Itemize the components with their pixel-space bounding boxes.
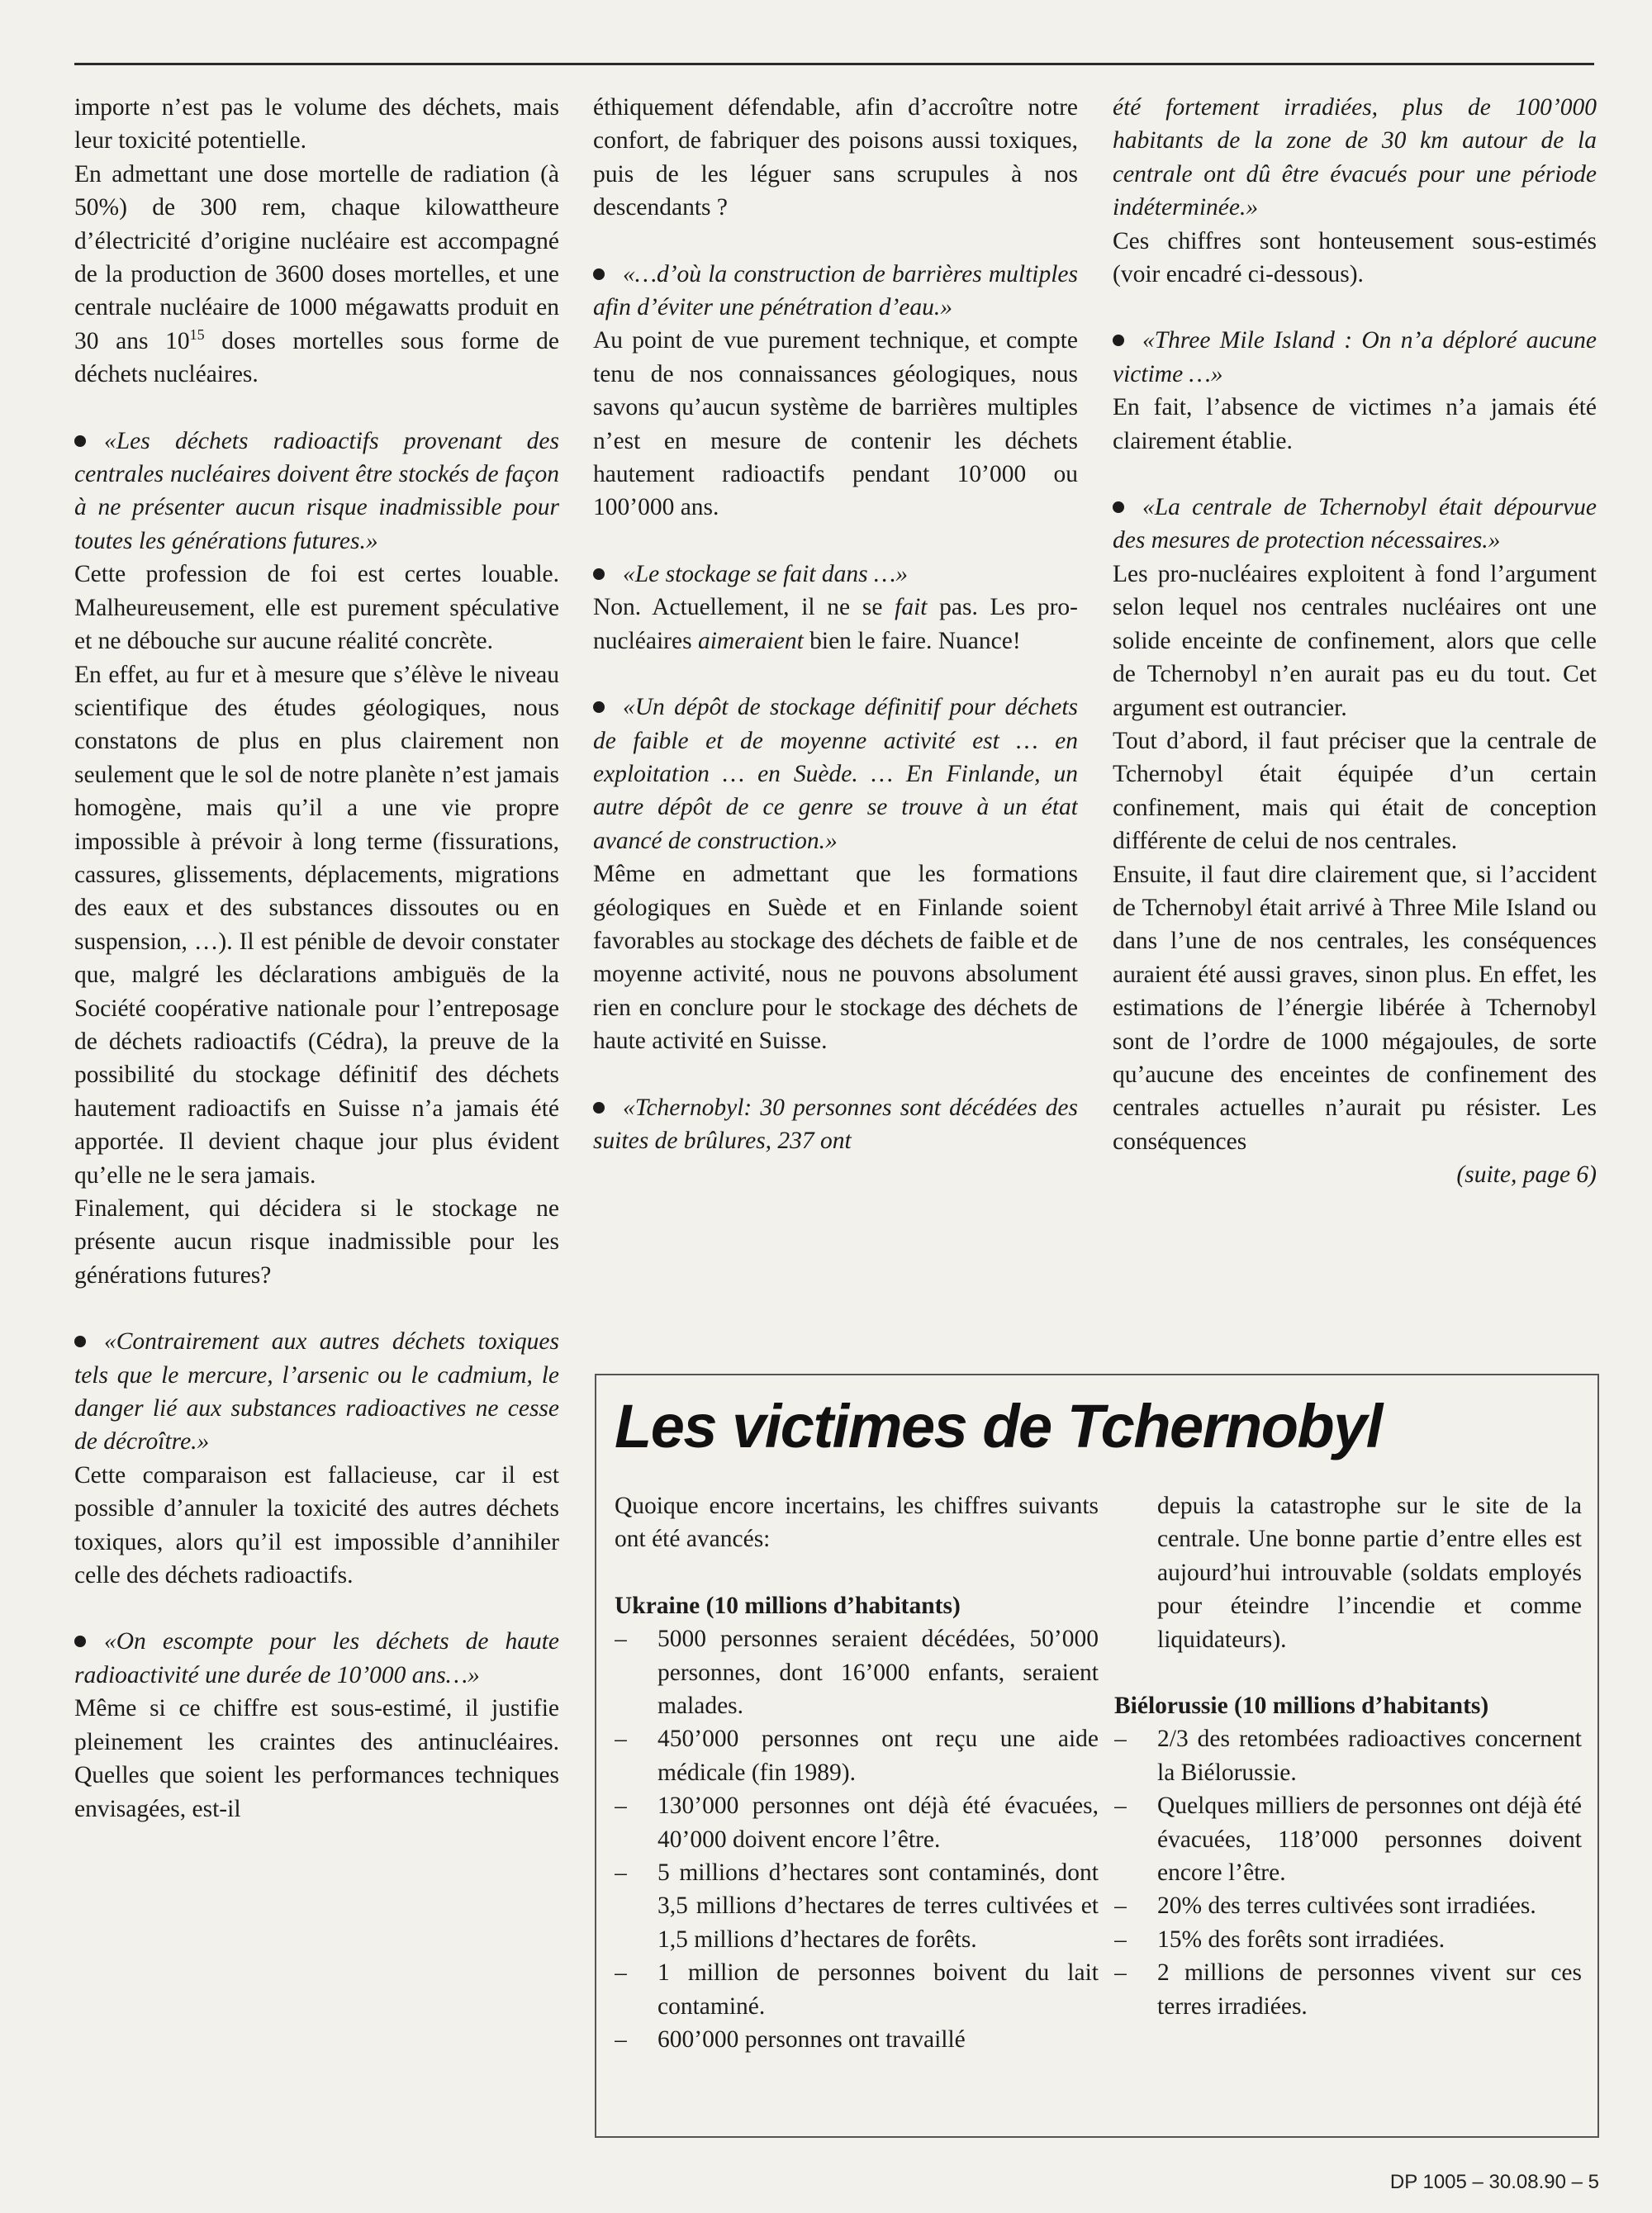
paragraph: Ces chiffres sont honteusement sous-estimés (voir encadré ci-dessous). (1113, 227, 1597, 288)
paragraph: Ensuite, il faut dire clairement que, si l’accident de Tchernobyl était arrivé à Three Mile Island ou dans l’une de nos centrales, les conséquences auraient été aussi graves, sinon plus. En effet, les estimations de l’énergie libérée à Tchernobyl sont de l’ordre de 1000 mégajoules, de sorte qu’aucune des enceintes de confinement des centrales actuelles n’aurait pu résister. Les conséquences (1113, 861, 1597, 1155)
superscript: 15 (189, 326, 205, 344)
quote: «On escompte pour les déchets de haute radioactivité une durée de 10’000 ans…» (74, 1628, 559, 1688)
bullet-icon (74, 1636, 86, 1647)
box-title: Les victimes de Tchernobyl (615, 1392, 1382, 1460)
paragraph: En fait, l’absence de victimes n’a jamais été clairement établie. (1113, 394, 1597, 454)
paragraph: Tout d’abord, il faut préciser que la centrale de Tchernobyl était équipée d’un certain confinement, mais qui était de conception différente de celui de nos centrales. (1113, 727, 1597, 855)
paragraph: Même si ce chiffre est sous-estimé, il justifie pleinement les craintes des antinucléaires. Quelles que soient les performances techniques envisagées, est-il (74, 1695, 559, 1822)
paragraph: Non. Actuellement, il ne se fait pas. Les pro-nucléaires aimeraient bien le faire. Nuance! (593, 594, 1078, 654)
column-2 (593, 91, 1078, 1363)
list-item: – 450’000 personnes ont reçu une aide médicale (fin 1989). (615, 1722, 1099, 1789)
bullet-icon (74, 435, 86, 447)
quote: «Un dépôt de stockage définitif pour déchets de faible et de moyenne activité est … en exploitation … en Suède. … En Finlande, un autre dépôt de ce genre se trouve à un état avancé de construction.» (593, 694, 1078, 854)
quote: «Les déchets radioactifs provenant des centrales nucléaires doivent être stockés de façon à ne présenter aucun risque inadmissible pour toutes les générations futures.» (74, 427, 559, 554)
ukraine-heading: Ukraine (10 millions d’habitants) (615, 1592, 961, 1619)
list-item: – 20% des terres cultivées sont irradiées. (1114, 1889, 1582, 1922)
list-item: – 1 million de personnes boivent du lait contaminé. (615, 1956, 1099, 2023)
paragraph: Cette comparaison est fallacieuse, car il est possible d’annuler la toxicité des autres déchets toxiques, alors qu’il est impossible d’annihiler celle des déchets radioactifs. (74, 1461, 559, 1589)
bullet-icon (1113, 335, 1124, 346)
list-item: – 5000 personnes seraient décédées, 50’000 personnes, dont 16’000 enfants, seraient malades. (615, 1622, 1099, 1722)
quote: «Three Mile Island : On n’a déploré aucune victime …» (1113, 327, 1597, 387)
paragraph: En admettant une dose mortelle de radiation (à 50%) de 300 rem, chaque kilowattheure d’électricité d’origine nucléaire est accompagné de la production de 3600 doses mortelles, et une centrale nucléaire de 1000 mégawatts produit en 30 ans $10^{15}$ doses mortelles sous forme de déchets nucléaires. (74, 160, 559, 388)
column-1 (74, 91, 559, 2156)
paragraph: importe n’est pas le volume des déchets, mais leur toxicité potentielle. (74, 94, 559, 154)
ukraine-list (615, 1622, 1099, 2056)
quote-continued: été fortement irradiées, plus de 100’000 habitants de la zone de 30 km autour de la centrale ont dû être évacués pour une période indéterminée.» (1113, 94, 1597, 221)
box-column-2 (1114, 1489, 1582, 2125)
bullet-icon (593, 1102, 605, 1114)
ukraine-continued: depuis la catastrophe sur le site de la centrale. Une bonne partie d’entre elles est aujourd’hui introuvable (soldats employés pour éteindre l’incendie et comme liquidateurs). (1157, 1493, 1582, 1653)
list-item: – 5 millions d’hectares sont contaminés, dont 3,5 millions d’hectares de terres cultivées et 1,5 millions d’hectares de forêts. (615, 1856, 1099, 1956)
list-item: – 2/3 des retombées radioactives concernent la Biélorussie. (1114, 1722, 1582, 1789)
sidebar-box (595, 1374, 1599, 2138)
quote: «La centrale de Tchernobyl était dépourvue des mesures de protection nécessaires.» (1113, 494, 1597, 554)
column-3 (1113, 91, 1597, 1363)
list-item: – 130’000 personnes ont déjà été évacuées, 40’000 doivent encore l’être. (615, 1789, 1099, 1856)
list-item: – Quelques milliers de personnes ont déjà été évacuées, 118’000 personnes doivent encore l’être. (1114, 1789, 1582, 1889)
list-item: – 15% des forêts sont irradiées. (1114, 1923, 1582, 1956)
list-item: – 600’000 personnes ont travaillé (615, 2023, 1099, 2056)
bullet-icon (593, 268, 605, 280)
bielorussie-heading: Biélorussie (10 millions d’habitants) (1114, 1693, 1489, 1720)
paragraph: éthiquement défendable, afin d’accroître notre confort, de fabriquer des poisons aussi toxiques, puis de les léguer sans scrupules à nos descendants ? (593, 94, 1078, 221)
bullet-icon (593, 701, 605, 713)
bielorussie-list (1114, 1722, 1582, 2023)
paragraph: Même en admettant que les formations géologiques en Suède et en Finlande soient favorables au stockage des déchets de faible et de moyenne activité, nous ne pouvons absolument rien en conclure pour le stockage des déchets de haute activité en Suisse. (593, 861, 1078, 1055)
paragraph: Les pro-nucléaires exploitent à fond l’argument selon lequel nos centrales nucléaires ont une solide enceinte de confinement, alors que celle de Tchernobyl n’en aurait pas eu du tout. Cet argument est outrancier. (1113, 560, 1597, 721)
bullet-icon (593, 568, 605, 580)
quote: «Tchernobyl: 30 personnes sont décédées des suites de brûlures, 237 ont (593, 1094, 1078, 1154)
quote: «Le stockage se fait dans …» (593, 558, 1078, 591)
paragraph: Finalement, qui décidera si le stockage ne présente aucun risque inadmissible pour les générations futures? (74, 1195, 559, 1289)
page-footer: DP 1005 – 30.08.90 – 5 (1389, 2171, 1599, 2193)
bullet-icon (1113, 501, 1124, 513)
list-item: – 2 millions de personnes vivent sur ces terres irradiées. (1114, 1956, 1582, 2023)
box-intro: Quoique encore incertains, les chiffres suivants ont été avancés: (615, 1493, 1099, 1553)
paragraph: En effet, au fur et à mesure que s’élève le niveau scientifique des études géologiques, nous constatons de plus en plus clairement non seulement que le sol de notre planète n’est jamais homogène, mais qu’il a une vie propre impossible à prévoir à long terme (fissurations, cassures, glissements, déplacements, migrations des eaux et des substances dissoutes ou en suspension, …). Il est pénible de devoir constater que, malgré les déclarations ambiguës de la Société coopérative nationale pour l’entreposage de déchets radioactifs (Cédra), la preuve de la possibilité du stockage définitif des déchets hautement radioactifs en Suisse n’a jamais été apportée. Il devient chaque jour plus évident qu’elle ne le sera jamais. (74, 661, 559, 1189)
quote: «…d’où la construction de barrières multiples afin d’éviter une pénétration d’eau.» (593, 260, 1078, 321)
bullet-icon (74, 1336, 86, 1347)
paragraph: Cette profession de foi est certes louable. Malheureusement, elle est purement spéculative et ne débouche sur aucune réalité concrète. (74, 561, 559, 655)
quote: «Contrairement aux autres déchets toxiques tels que le mercure, l’arsenic ou le cadmium, le danger lié aux substances radioactives ne cesse de décroître.» (74, 1328, 559, 1456)
top-rule (74, 63, 1594, 65)
paragraph: Au point de vue purement technique, et compte tenu de nos connaissances géologiques, nous savons qu’aucun système de barrières multiples n’est en mesure de contenir les déchets hautement radioactifs pendant 10’000 ou 100’000 ans. (593, 327, 1078, 521)
continuation-note: (suite, page 6) (1456, 1161, 1597, 1189)
box-column-1 (615, 1489, 1099, 2125)
